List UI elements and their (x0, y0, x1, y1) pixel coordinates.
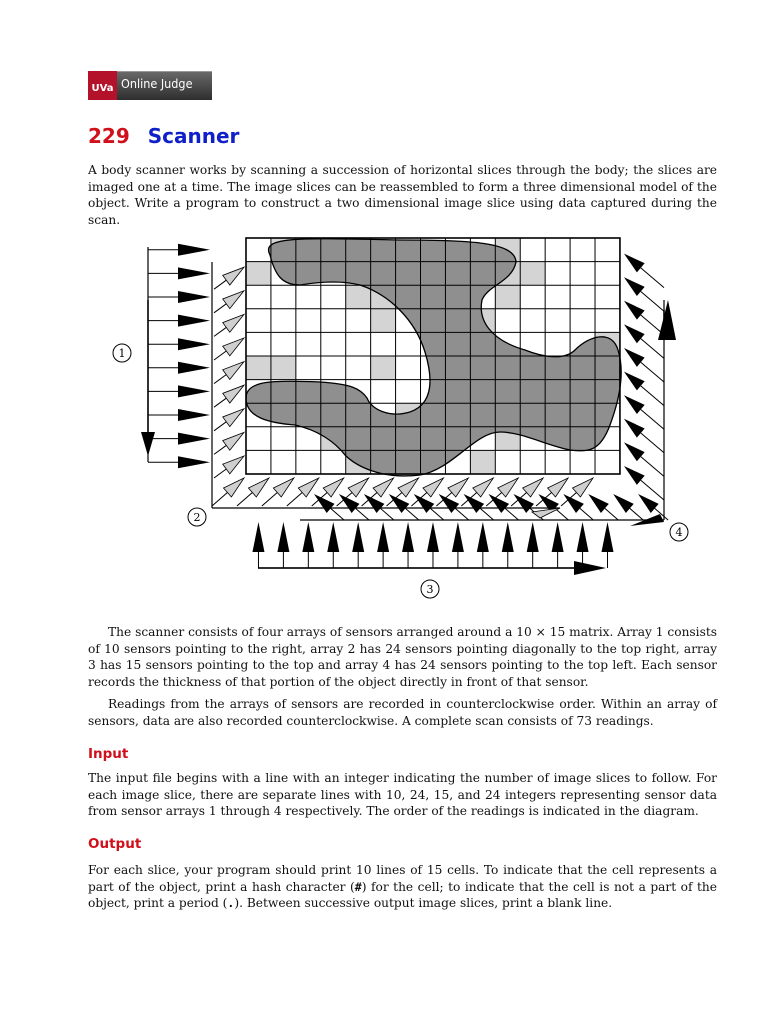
order-arrow-3-head (574, 561, 606, 575)
array-4-arrow-stem (641, 339, 664, 359)
array-2-arrow (498, 478, 519, 497)
array-2-arrow-stem (214, 375, 226, 384)
array-2-arrow (223, 314, 244, 332)
array-4-arrow (624, 254, 645, 273)
array-2-arrow-stem (214, 327, 226, 336)
array-3-arrow (601, 522, 613, 552)
array-1-arrow (178, 338, 210, 350)
array-3-arrow (402, 522, 414, 552)
order-arrow-1-head (141, 432, 155, 456)
array-2-arrow (473, 478, 494, 497)
partial-cell (246, 262, 271, 286)
intro-paragraph: A body scanner works by scanning a succession of horizontal slices through the body; the slices are imaged one at a time. The image slices can be reassembled to form a three dimensional model of the object. Write a program to construct a two dimensional image slice using data captured during the scan. (88, 163, 717, 227)
partial-cell (271, 356, 296, 380)
array-2-arrow-stem (214, 469, 226, 478)
array-3-arrow (377, 522, 389, 552)
array-4-arrow (624, 442, 645, 461)
array-2-arrow (298, 478, 319, 497)
array-3-arrow (477, 522, 489, 552)
array-4-arrow (624, 466, 645, 485)
array-2-arrow-stem (214, 445, 226, 454)
array-2-arrow (373, 478, 394, 497)
array-3-arrow (352, 522, 364, 552)
array-2-arrow (348, 478, 369, 497)
array-3-arrow (527, 522, 539, 552)
array-4-arrow-stem (405, 508, 418, 520)
order-arrow-4b-head (658, 300, 676, 340)
array-3-arrow (452, 522, 464, 552)
array-1-arrow (178, 267, 210, 279)
array-2-arrow (223, 385, 244, 403)
period-char: . (227, 896, 235, 911)
array-2-arrow (223, 267, 244, 285)
array-3-arrow (277, 522, 289, 552)
label-2 (188, 508, 206, 526)
array-4-arrow-stem (331, 508, 344, 520)
array-2-arrow (548, 478, 569, 497)
label-4 (670, 523, 688, 541)
input-paragraph: The input file begins with a line with an integer indicating the number of image slices to follow. For each image slice, there are separate lines with 10, 24, 15, and 24 integers representing sensor data from sensor arrays 1 through 4 respectively. The order of the readings is indicated in the diagram. (88, 771, 717, 819)
array-2-arrow-stem (262, 492, 277, 506)
input-heading: Input (88, 746, 129, 762)
array-4-arrow (624, 395, 645, 414)
array-3-arrow (427, 522, 439, 552)
description-paragraph-1: The scanner consists of four arrays of sensors arranged around a 10 × 15 matrix. Array 1 consists of 10 sensors pointing to the right, array 2 has 24 sensors pointing diagonally to the top right, array 3 has 15 sensors pointing to the top and array 4 has 24 sensors pointing to the top left. Each sensor records the thickness of that portion of the object directly in front of that sensor. (88, 625, 717, 689)
problem-name: Scanner (147, 124, 240, 148)
array-4-arrow-stem (430, 508, 443, 520)
partial-cell (470, 450, 495, 474)
array-4-arrow (624, 348, 645, 367)
array-3-arrow (577, 522, 589, 552)
sensor-array-3 (252, 522, 613, 568)
array-1-arrow (178, 385, 210, 397)
array-4-arrow-stem (630, 508, 643, 520)
array-2-arrow (223, 362, 244, 380)
array-4-arrow-stem (580, 508, 593, 520)
array-4-arrow (638, 494, 659, 513)
array-2-arrow (398, 478, 419, 497)
array-2-arrow (573, 478, 594, 497)
array-4-arrow-stem (641, 433, 664, 453)
array-4-arrow-stem (480, 508, 493, 520)
array-2-arrow (223, 456, 244, 474)
array-2-arrow-stem (287, 492, 302, 506)
array-4-arrow-stem (505, 508, 518, 520)
svg-text:4: 4 (675, 526, 683, 539)
array-1-arrow (178, 244, 210, 256)
array-4-arrow-stem (455, 508, 468, 520)
array-4-arrow (624, 372, 645, 391)
array-1-arrow (178, 409, 210, 421)
array-1-arrow (178, 433, 210, 445)
array-2-arrow-stem (214, 398, 226, 407)
array-2-arrow (223, 432, 244, 450)
uva-badge: UVa (88, 71, 117, 100)
array-4-arrow-stem (641, 457, 664, 477)
svg-text:3: 3 (426, 583, 434, 596)
partial-cell (495, 285, 520, 309)
svg-text:1: 1 (118, 347, 126, 360)
array-2-arrow (223, 291, 244, 309)
order-arrow-2-head (532, 508, 560, 518)
object-blob-top (246, 239, 621, 476)
array-2-arrow-stem (214, 280, 226, 289)
array-4-arrow-stem (641, 362, 664, 382)
sensor-array-1 (148, 244, 210, 468)
array-2-arrow (423, 478, 444, 497)
array-3-arrow (302, 522, 314, 552)
partial-cell (371, 309, 396, 333)
array-2-arrow (223, 409, 244, 427)
array-4-arrow-stem (641, 409, 664, 429)
array-4-arrow-stem (641, 268, 664, 288)
array-2-arrow-stem (214, 422, 226, 431)
array-2-arrow-stem (214, 351, 226, 360)
array-3-arrow (502, 522, 514, 552)
array-2-arrow-stem (212, 492, 227, 506)
partial-cell (520, 262, 545, 286)
array-4-arrow-stem (641, 291, 664, 311)
array-3-arrow (552, 522, 564, 552)
array-2-arrow-stem (214, 304, 226, 313)
svg-text:2: 2 (193, 511, 201, 524)
label-3 (421, 580, 439, 598)
array-2-arrow (273, 478, 294, 497)
partial-cell (246, 356, 271, 380)
array-4-arrow (588, 494, 609, 513)
problem-number: 229 (88, 124, 130, 148)
array-1-arrow (178, 362, 210, 374)
output-heading: Output (88, 836, 142, 852)
array-4-arrow-stem (605, 508, 618, 520)
array-4-arrow (624, 277, 645, 296)
array-1-arrow (178, 456, 210, 468)
array-2-arrow (523, 478, 544, 497)
hash-char: # (354, 879, 362, 894)
output-paragraph: For each slice, your program should print 10 lines of 15 cells. To indicate that the cell represents a part of the object, print a hash character (#) for the cell; to indicate that the cell is not a part of the object, print a period (.). Between successive output image slices, print a blank line. (88, 863, 717, 911)
array-4-arrow-stem (356, 508, 369, 520)
array-4-arrow (624, 301, 645, 320)
partial-cell (371, 356, 396, 380)
array-4-arrow-stem (555, 508, 568, 520)
array-2-arrow (448, 478, 469, 497)
array-3-arrow (252, 522, 264, 552)
array-4-arrow (613, 494, 634, 513)
array-3-arrow (327, 522, 339, 552)
description-paragraph-2: Readings from the arrays of sensors are recorded in counterclockwise order. Within an array of sensors, data are also recorded counterclockwise. A complete scan consists of 73 readings. (88, 697, 717, 728)
array-2-arrow (223, 338, 244, 356)
array-1-arrow (178, 315, 210, 327)
array-2-arrow (223, 478, 244, 497)
array-4-arrow (624, 324, 645, 343)
array-4-arrow-stem (641, 386, 664, 406)
partial-cell (346, 285, 371, 309)
array-4-arrow-stem (380, 508, 393, 520)
logo-name: Online Judge (121, 76, 193, 91)
array-1-arrow (178, 291, 210, 303)
array-2-arrow (248, 478, 269, 497)
label-1 (113, 344, 131, 362)
array-2-arrow (323, 478, 344, 497)
array-2-arrow-stem (237, 492, 252, 506)
array-4-arrow (624, 419, 645, 438)
